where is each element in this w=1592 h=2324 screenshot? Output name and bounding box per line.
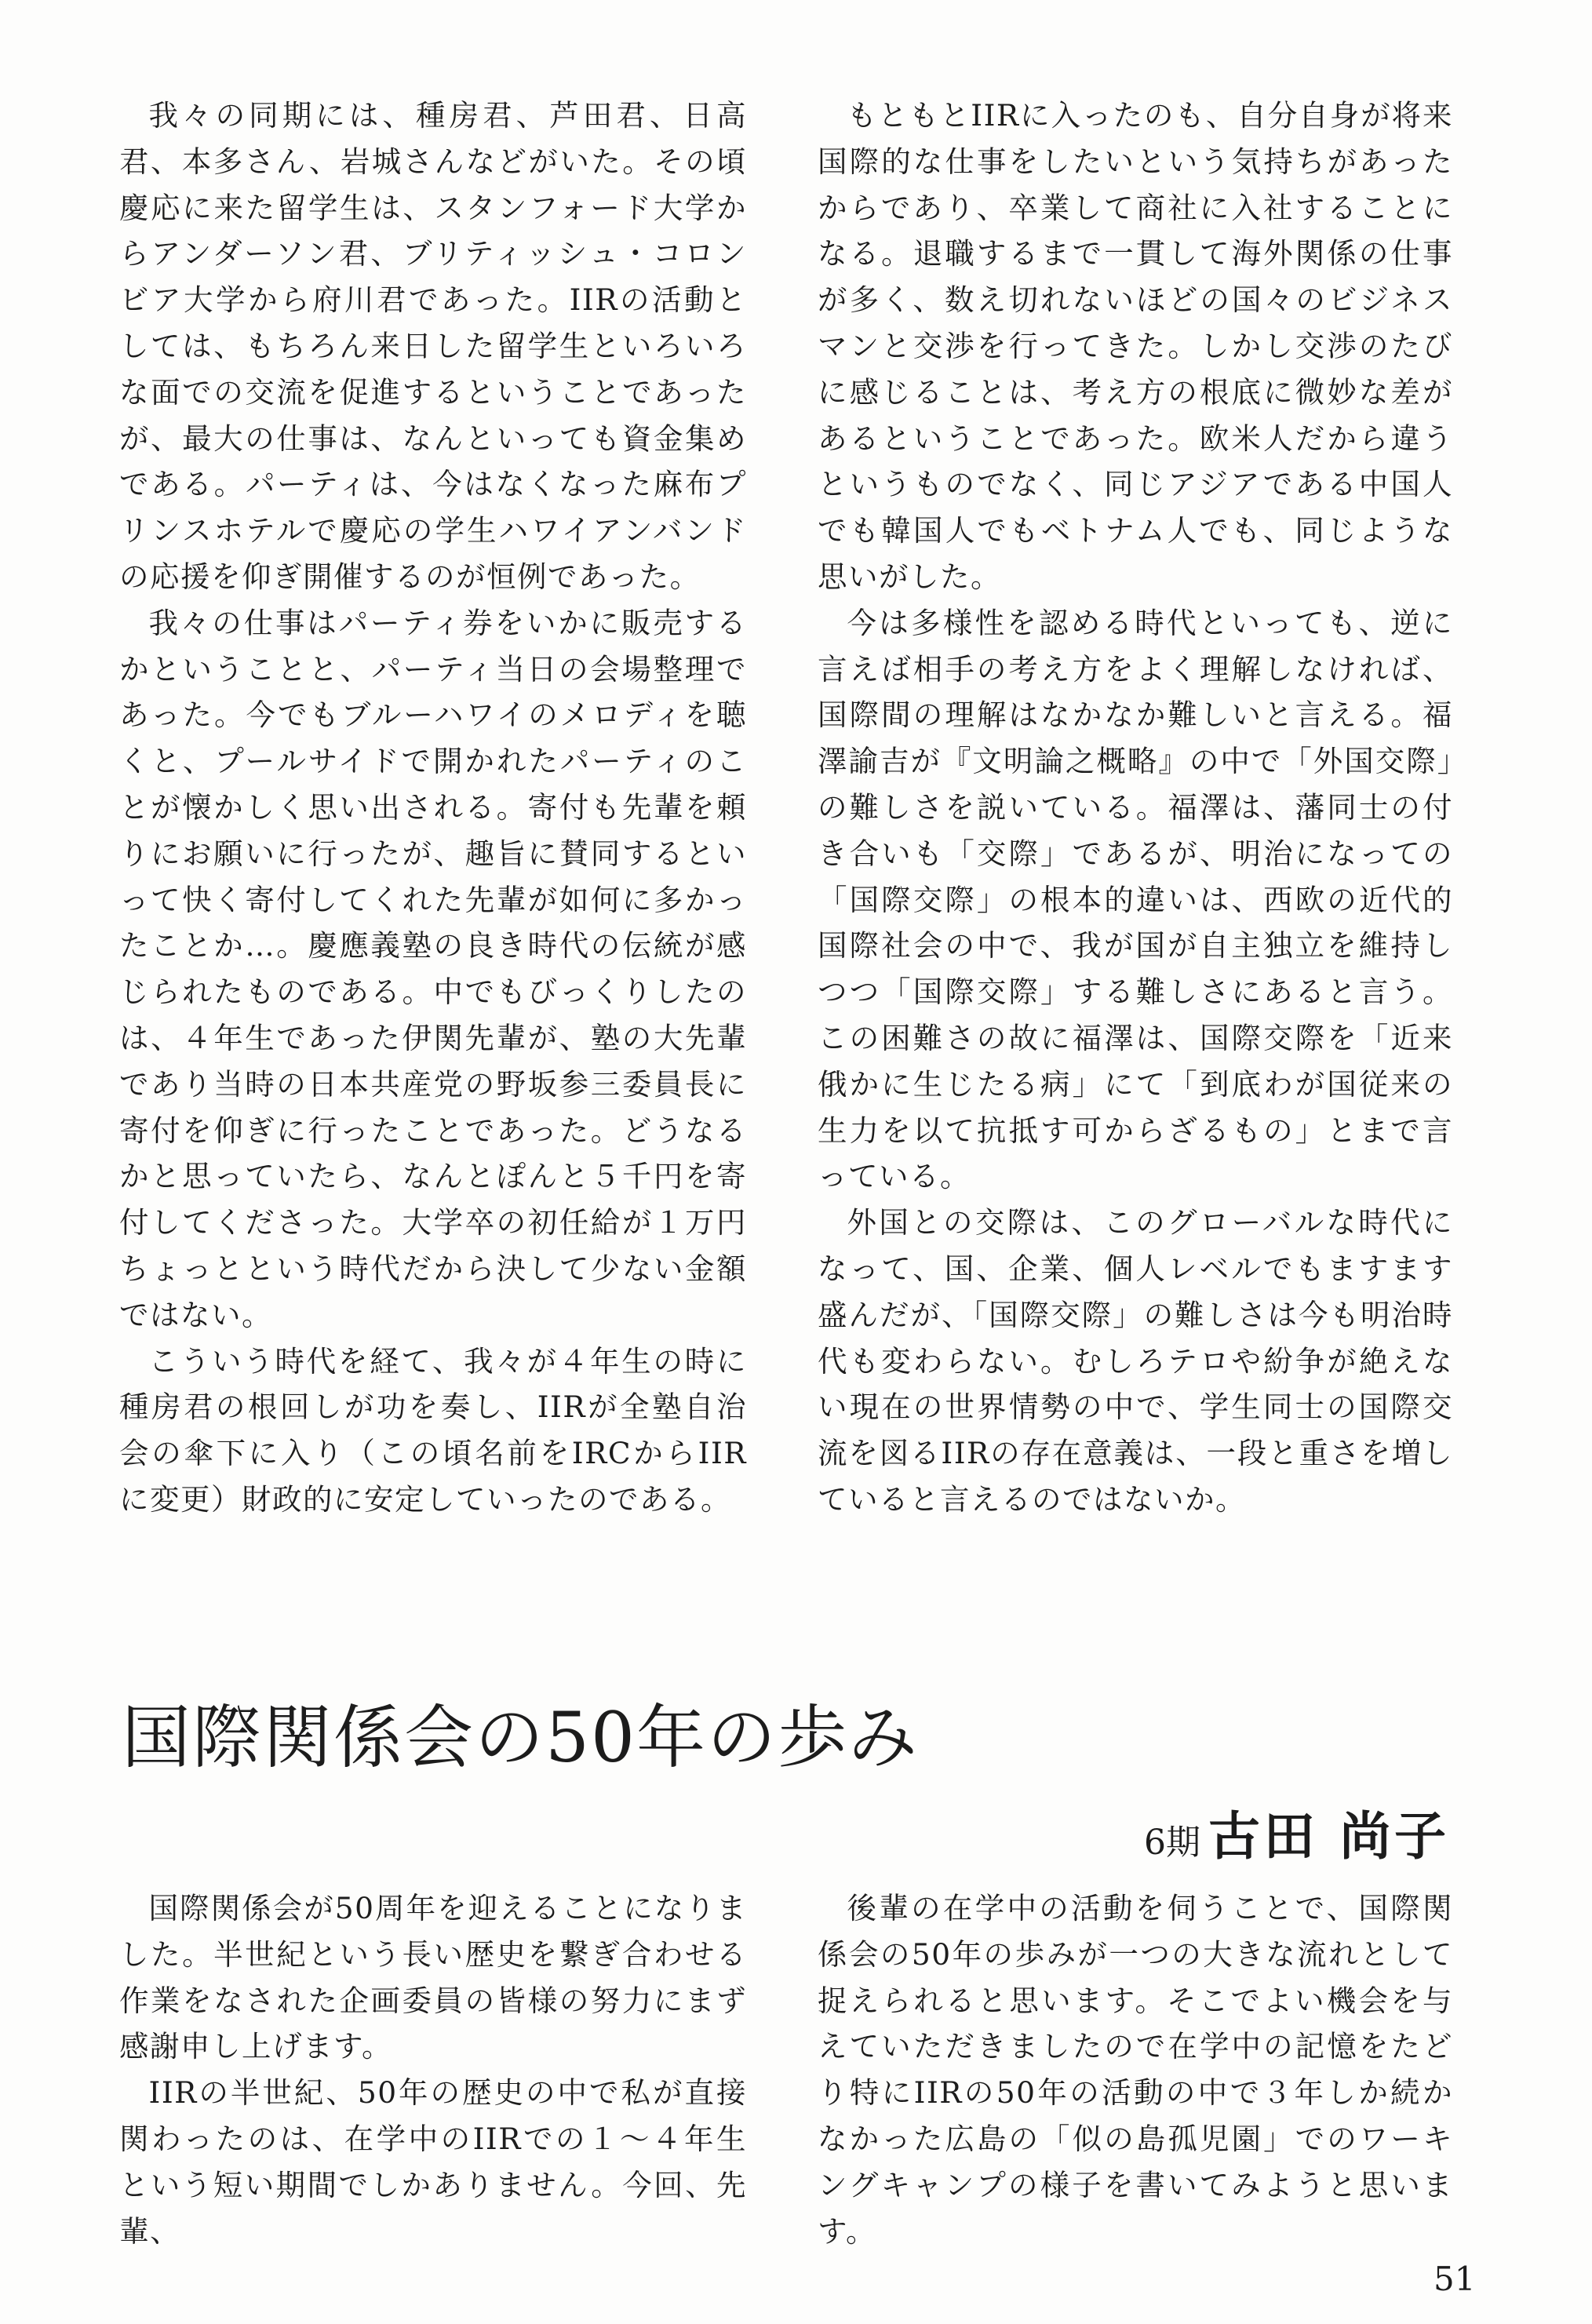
paragraph: 我々の仕事はパーティ券をいかに販売するかということと、パーティ当日の会場整理であった。今でもブルーハワイのメロディを聴くと、プールサイドで開かれたパーティのことが懐かしく思い出される。寄付も先輩を頼りにお願いに行ったが、趣旨に賛同するといって快く寄付してくれた先輩が如何に多かったことか…。慶應義塾の良き時代の伝統が感じられたものである。中でもびっくりしたのは、４年生であった伊関先輩が、塾の大先輩であり当時の日本共産党の野坂参三委員長に寄付を仰ぎに行ったことであった。どうなるかと思っていたら、なんとぽんと５千円を寄付してくださった。大学卒の初任給が１万円ちょっとという時代だから決して少ない金額ではない。 xyxy=(119,605,747,1332)
paragraph: こういう時代を経て、我々が４年生の時に種房君の根回しが功を奏し、IIRが全塾自治会の傘下に入り（この頃名前をIRCからIIRに変更）財政的に安定していったのである。 xyxy=(119,1343,747,1517)
byline xyxy=(1144,1805,1449,1881)
article-left-column xyxy=(119,1885,747,2254)
paragraph: 我々の同期には、種房君、芦田君、日高君、本多さん、岩城さんなどがいた。その頃慶応に来た留学生は、スタンフォード大学からアンダーソン君、ブリティッシュ・コロンビア大学から府川君であった。IIRの活動としては、もちろん来日した留学生といろいろな面での交流を促進するということであったが、最大の仕事は、なんといっても資金集めである。パーティは、今はなくなった麻布プリンスホテルで慶応の学生ハワイアンバンドの応援を仰ぎ開催するのが恒例であった。 xyxy=(119,98,747,594)
paragraph: IIRの半世紀、50年の歴史の中で私が直接関わったのは、在学中のIIRでの１～４年生という短い期間でしかありません。今回、先輩、 xyxy=(119,2075,747,2249)
article-title: 国際関係会の50年の歩み xyxy=(122,1697,919,1778)
previous-article-right-column xyxy=(818,93,1453,1523)
paragraph: 外国との交際は、このグローバルな時代になって、国、企業、個人レベルでもますます盛んだが、「国際交際」の難しさは今も明治時代も変わらない。むしろテロや紛争が絶えない現在の世界情勢の中で、学生同士の国際交流を図るIIRの存在意義は、一段と重さを増していると言えるのではないか。 xyxy=(818,1205,1453,1517)
paragraph: 後輩の在学中の活動を伺うことで、国際関係会の50年の歩みが一つの大きな流れとして捉えられると思います。そこでよい機会を与えていただきましたので在学中の記憶をたどり特にIIRの50年の活動の中で３年しか続かなかった広島の「似の島孤児園」でのワーキングキャンプの様子を書いてみようと思います。 xyxy=(818,1891,1453,2249)
paragraph: 今は多様性を認める時代といっても、逆に言えば相手の考え方をよく理解しなければ、国際間の理解はなかなか難しいと言える。福澤諭吉が『文明論之概略』の中で「外国交際」の難しさを説いている。福澤は、藩同士の付き合いも「交際」であるが、明治になっての「国際交際」の根本的違いは、西欧の近代的国際社会の中で、我が国が自主独立を維持しつつ「国際交際」する難しさにあると言う。この困難さの故に福澤は、国際交際を「近来俄かに生じたる病」にて「到底わが国従来の生力を以て抗抵す可からざるもの」とまで言っている。 xyxy=(818,605,1453,1194)
page-number: 51 xyxy=(1434,2260,1476,2298)
article-right-column xyxy=(818,1885,1453,2254)
previous-article-left-column xyxy=(119,93,747,1523)
byline-issue: 6期 xyxy=(1144,1823,1201,1863)
paragraph: 国際関係会が50周年を迎えることになりました。半世紀という長い歴史を繋ぎ合わせる作業をなされた企画委員の皆様の努力にまず感謝申し上げます。 xyxy=(119,1891,747,2064)
byline-author: 古田 尚子 xyxy=(1208,1805,1449,1867)
paragraph: もともとIIRに入ったのも、自分自身が将来国際的な仕事をしたいという気持ちがあったからであり、卒業して商社に入社することになる。退職するまで一貫して海外関係の仕事が多く、数え切れないほどの国々のビジネスマンと交渉を行ってきた。しかし交渉のたびに感じることは、考え方の根底に微妙な差があるということであった。欧米人だから違うというものでなく、同じアジアである中国人でも韓国人でもベトナム人でも、同じような思いがした。 xyxy=(818,98,1453,594)
